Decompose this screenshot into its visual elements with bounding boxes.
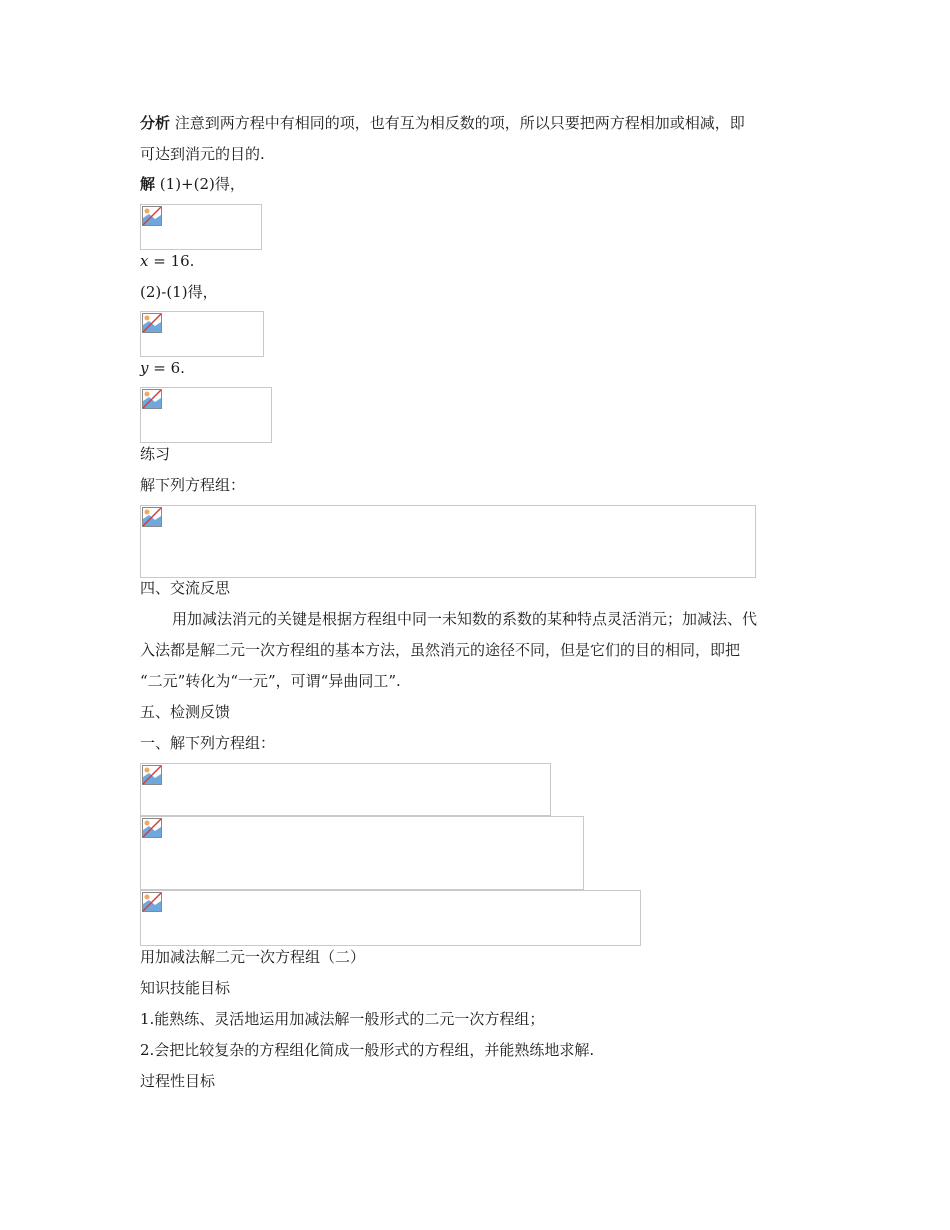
analysis-label: 分析 xyxy=(140,114,171,132)
broken-image-icon xyxy=(142,313,162,333)
practice-prompt: 解下列方程组： xyxy=(140,476,246,494)
analysis-line-2: 可达到消元的目的. xyxy=(140,145,265,163)
solution-line xyxy=(140,174,245,194)
section4-heading: 四、交流反思 xyxy=(140,579,231,597)
y-result xyxy=(140,358,185,378)
y-value: = 6. xyxy=(148,359,185,377)
equation-image-1 xyxy=(140,204,262,250)
broken-image-icon xyxy=(142,206,162,226)
goal-2: 2.会把比较复杂的方程组化简成一般形式的方程组，并能熟练地求解. xyxy=(140,1041,595,1059)
practice-equations-image xyxy=(140,505,756,578)
skills-heading: 知识技能目标 xyxy=(140,979,231,997)
x-variable: x xyxy=(140,252,149,270)
feedback-equations-image-3 xyxy=(140,890,641,946)
solution-label: 解 xyxy=(140,175,156,193)
practice-heading: 练习 xyxy=(140,445,171,463)
section5-question-1: 一、解下列方程组： xyxy=(140,734,276,752)
lesson2-title: 用加减法解二元一次方程组（二） xyxy=(140,948,366,966)
solution-step1: (1)+(2)得， xyxy=(159,175,245,193)
equation-image-2 xyxy=(140,311,264,357)
y-variable: y xyxy=(140,359,149,377)
x-result xyxy=(140,251,194,271)
process-heading: 过程性目标 xyxy=(140,1072,216,1090)
x-value: = 16. xyxy=(148,252,195,270)
section4-paragraph-line-3: “二元”转化为“一元”，可谓“异曲同工”. xyxy=(140,672,401,690)
broken-image-icon xyxy=(142,765,162,785)
broken-image-icon xyxy=(142,389,162,409)
broken-image-icon xyxy=(142,818,162,838)
feedback-equations-image-2 xyxy=(140,816,584,890)
section4-paragraph-line-2: 入法都是解二元一次方程组的基本方法，虽然消元的途径不同，但是它们的目的相同，即把 xyxy=(140,641,741,659)
section5-heading: 五、检测反馈 xyxy=(140,703,231,721)
equation-image-3 xyxy=(140,387,272,443)
goal-1: 1.能熟练、灵活地运用加减法解一般形式的二元一次方程组； xyxy=(140,1010,545,1028)
feedback-equations-image-1 xyxy=(140,763,551,816)
solution-step2: (2)-(1)得， xyxy=(140,283,218,301)
broken-image-icon xyxy=(142,892,162,912)
section4-paragraph-line-1: 用加减法消元的关键是根据方程组中同一未知数的系数的某种特点灵活消元；加减法、代 xyxy=(172,610,758,628)
broken-image-icon xyxy=(142,507,162,527)
analysis-text: 注意到两方程中有相同的项，也有互为相反数的项，所以只要把两方程相加或相减，即 xyxy=(174,114,745,132)
analysis-line-1 xyxy=(140,113,745,133)
